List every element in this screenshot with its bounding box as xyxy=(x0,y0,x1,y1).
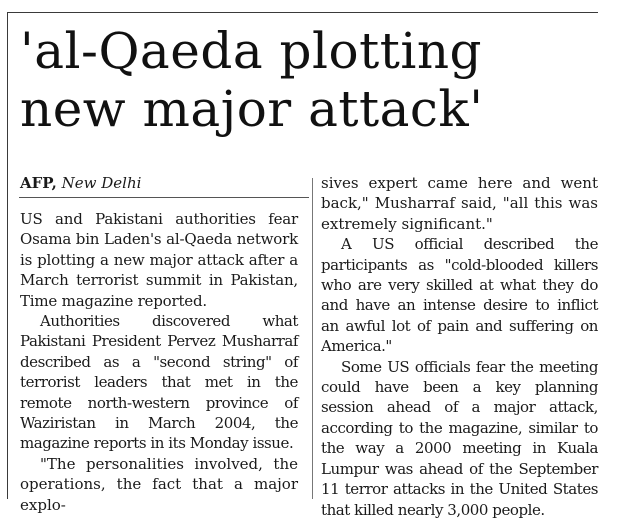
dateline xyxy=(20,173,141,193)
paragraph-3-continued: sives expert came here and went back," Musharraf said, "all this was extremely significant." xyxy=(321,174,598,233)
headline xyxy=(20,22,610,138)
left-border-rule xyxy=(7,12,8,499)
headline-line-1: 'al-Qaeda plotting xyxy=(20,22,483,80)
paragraph-5: Some US officials fear the meeting could have been a key planning session ahead of a major attack, according to the magazine, similar to the way a 2000 meeting in Kuala Lumpur was ahead of the September 11 terror attacks in the United States that killed nearly 3,000 people. xyxy=(321,357,598,519)
paragraph-2: Authorities discovered what Pakistani President Pervez Musharraf described as a "second string" of terrorist leaders that met in the remote north-western province of Waziristan in March 2004, the magazine reports in its Monday issue. xyxy=(20,312,298,453)
paragraph-3: "The personalities involved, the operations, the fact that a major explo- xyxy=(20,454,298,514)
paragraph-4: A US official described the participants as "cold-blooded killers who are very skilled at what they do and have an intense desire to inflict an awful lot of pain and suffering on America." xyxy=(321,235,598,356)
column-rule xyxy=(19,197,309,198)
byline-agency: AFP, xyxy=(20,174,57,192)
headline-line-2: new major attack' xyxy=(20,80,484,138)
article-column-left xyxy=(20,209,298,515)
column-divider xyxy=(312,178,313,499)
byline-city: New Delhi xyxy=(61,174,142,192)
article-column-right xyxy=(321,173,598,520)
top-border-rule xyxy=(8,12,598,13)
paragraph-1: US and Pakistani authorities fear Osama bin Laden's al-Qaeda network is plotting a new major attack after a March terrorist summit in Pakistan, Time magazine reported. xyxy=(20,210,298,310)
